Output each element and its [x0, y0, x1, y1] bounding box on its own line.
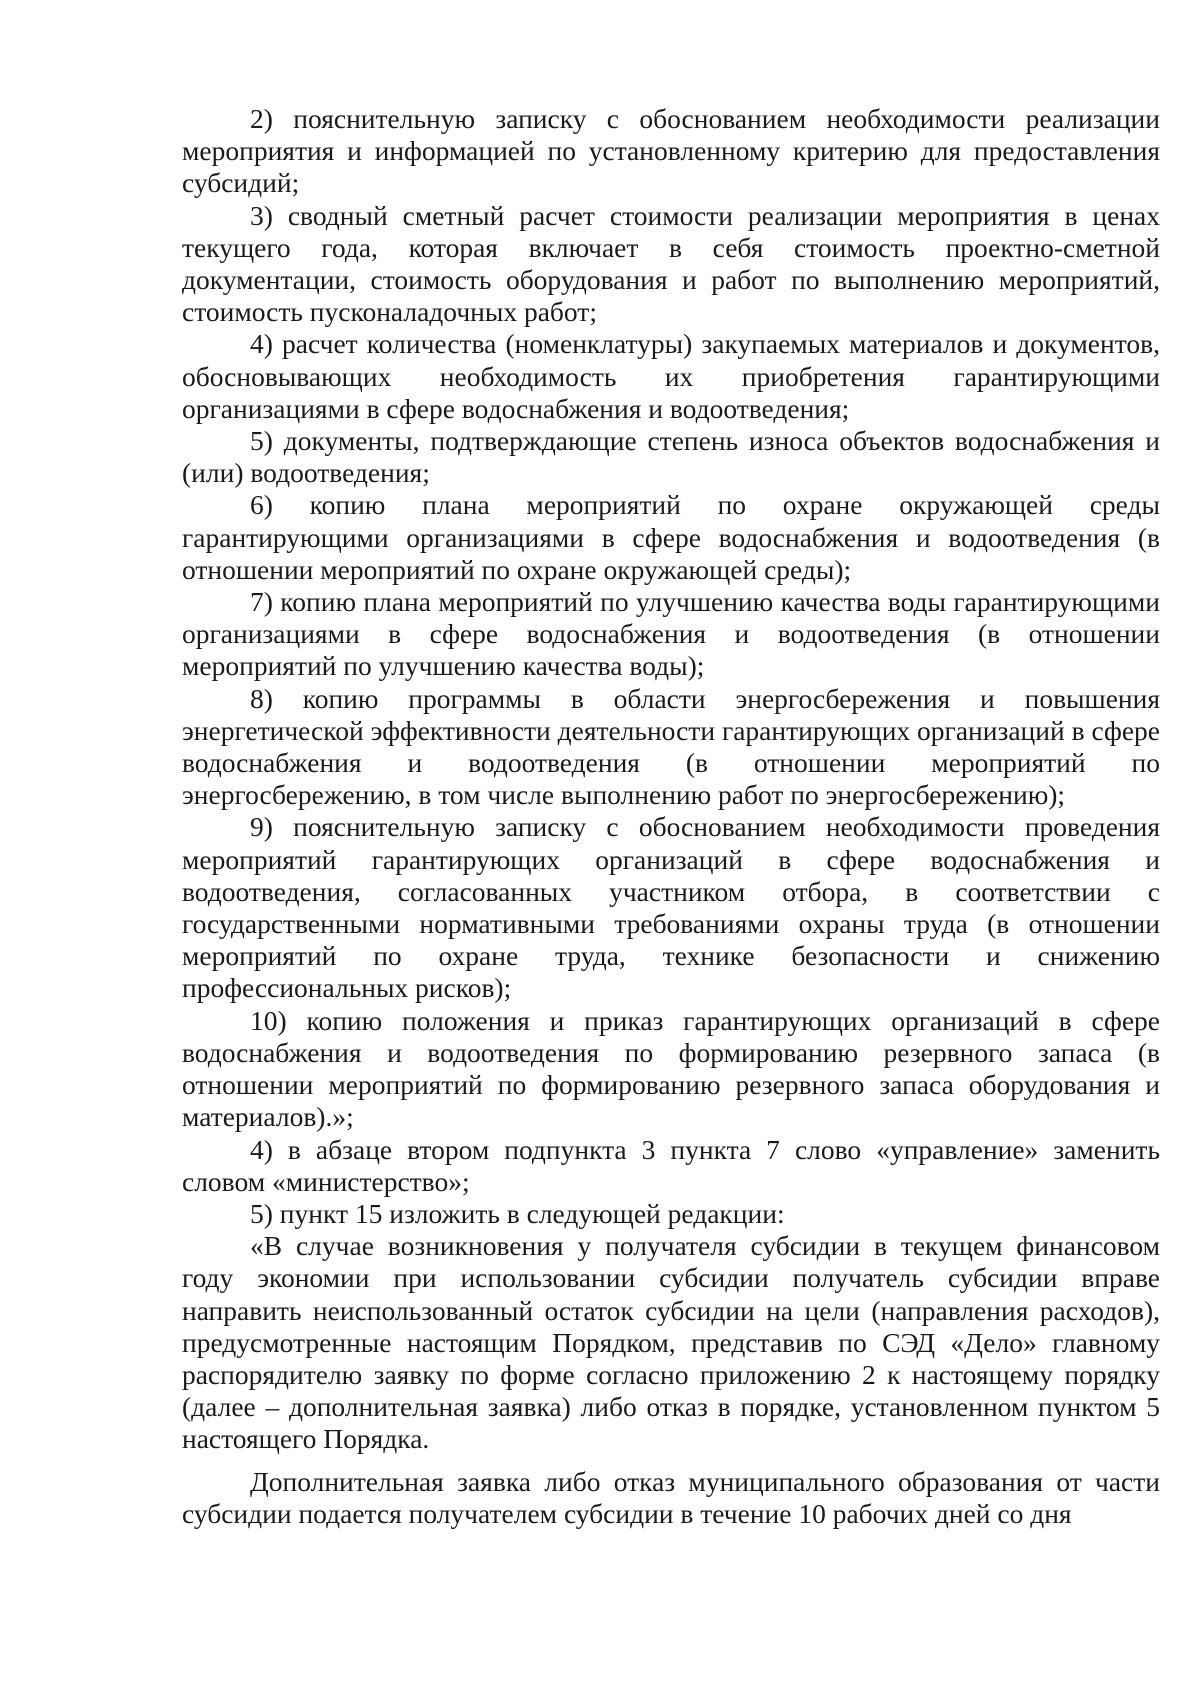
paragraph-amendment-4: 4) в абзаце втором подпункта 3 пункта 7 слово «управление» заменить словом «министерство»;	[182, 1133, 1160, 1197]
paragraph-item-5: 5) документы, подтверждающие степень износа объектов водоснабжения и (или) водоотведения;	[182, 425, 1160, 489]
paragraph-additional-request: Дополнительная заявка либо отказ муниципального образования от части субсидии подается получателем субсидии в течение 10 рабочих дней со дня	[182, 1465, 1160, 1529]
paragraph-item-9: 9) пояснительную записку с обоснованием необходимости проведения мероприятий гарантирующих организаций в сфере водоснабжения и водоотведения, согласованных участником отбора, в соответствии с государственными нормативными требованиями охраны труда (в отношении мероприятий по охране труда, технике безопасности и снижению профессиональных рисков);	[182, 811, 1160, 1004]
paragraph-amendment-5: 5) пункт 15 изложить в следующей редакции:	[250, 1197, 785, 1229]
paragraph-item-8: 8) копию программы в области энергосбережения и повышения энергетической эффективности деятельности гарантирующих организаций в сфере водоснабжения и водоотведения (в отношении мероприятий по энергосбережению, в том числе выполнению работ по энергосбережению);	[182, 682, 1160, 811]
document-body	[182, 103, 1160, 1530]
paragraph-item-3: 3) сводный сметный расчет стоимости реализации мероприятия в ценах текущего года, которая включает в себя стоимость проектно-сметной документации, стоимость оборудования и работ по выполнению мероприятий, стоимость пусконаладочных работ;	[182, 199, 1160, 328]
paragraph-item-10: 10) копию положения и приказ гарантирующих организаций в сфере водоснабжения и водоотведения по формированию резервного запаса (в отношении мероприятий по формированию резервного запаса оборудования и материалов).»;	[182, 1004, 1160, 1133]
paragraph-item-4: 4) расчет количества (номенклатуры) закупаемых материалов и документов, обосновывающих необходимость их приобретения гарантирующими организациями в сфере водоснабжения и водоотведения;	[182, 328, 1160, 424]
paragraph-item-2: 2) пояснительную записку с обоснованием необходимости реализации мероприятия и информацией по установленному критерию для предоставления субсидий;	[182, 103, 1160, 199]
paragraph-item-7: 7) копию плана мероприятий по улучшению качества воды гарантирующими организациями в сфере водоснабжения и водоотведения (в отношении мероприятий по улучшению качества воды);	[182, 586, 1160, 682]
paragraph-clause-15-text: «В случае возникновения у получателя субсидии в текущем финансовом году экономии при использовании субсидии получатель субсидии вправе направить неиспользованный остаток субсидии на цели (направления расходов), предусмотренные настоящим Порядком, представив по СЭД «Дело» главному распорядителю заявку по форме согласно приложению 2 к настоящему порядку (далее – дополнительная заявка) либо отказ в порядке, установленном пунктом 5 настоящего Порядка.	[182, 1230, 1160, 1455]
paragraph-item-6: 6) копию плана мероприятий по охране окружающей среды гарантирующими организациями в сфере водоснабжения и водоотведения (в отношении мероприятий по охране окружающей среды);	[182, 489, 1160, 585]
